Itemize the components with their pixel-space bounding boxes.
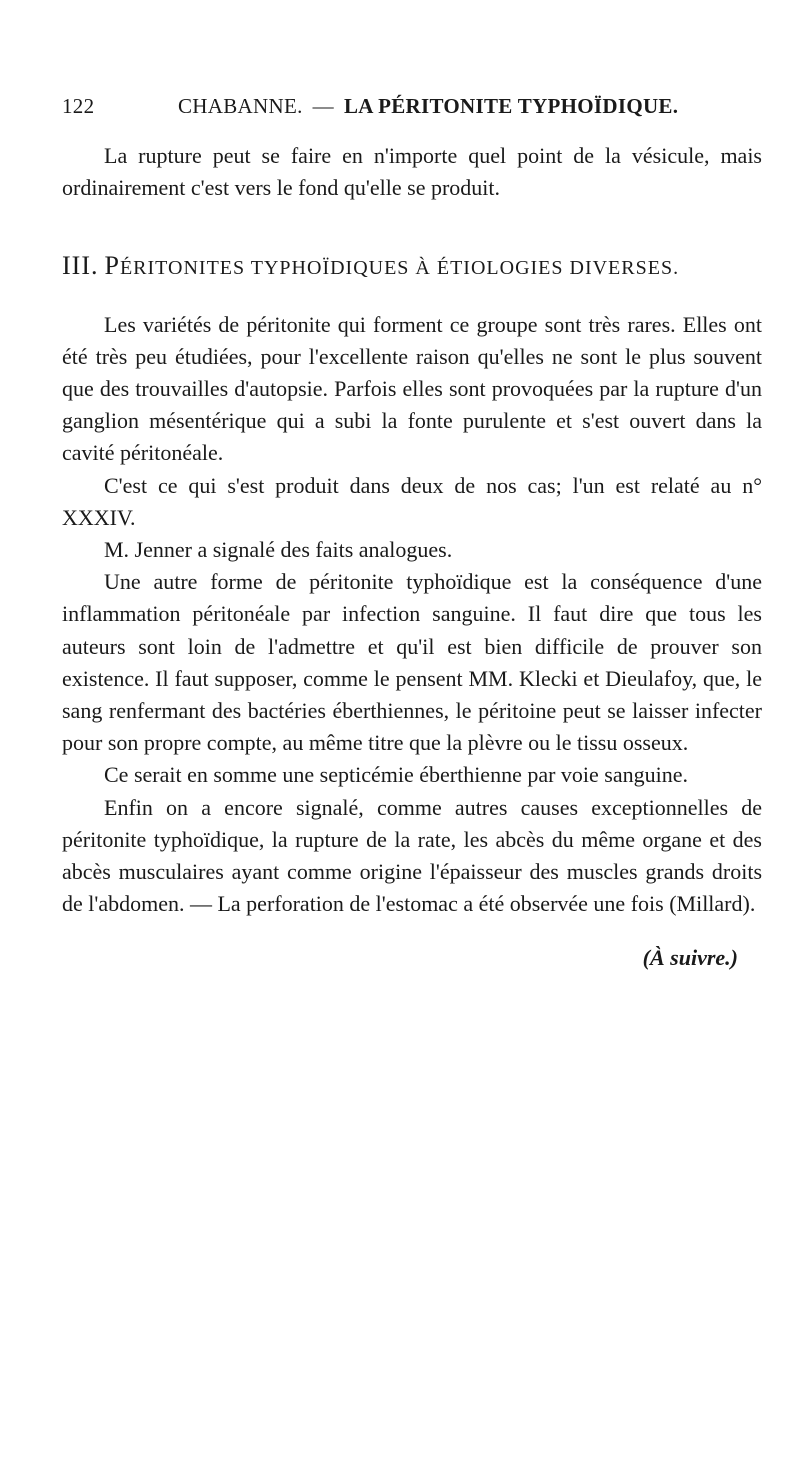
- paragraph-5: Ce serait en somme une septicémie éberthienne par voie sanguine.: [104, 762, 689, 788]
- running-header: [62, 94, 774, 124]
- section-title: ÉRITONITES TYPHOÏDIQUES À ÉTIOLOGIES DIVERSES.: [119, 257, 680, 280]
- paragraph-0: La rupture peut se faire en n'importe quel point de la vésicule, mais ordinairement c'est vers le fond qu'elle se produit.: [62, 143, 762, 201]
- section-first-letter: P: [104, 251, 120, 281]
- header-dash: —: [312, 94, 334, 118]
- section-heading: [62, 250, 762, 284]
- page-number: 122: [62, 94, 95, 118]
- paragraph-6: Enfin on a encore signalé, comme autres causes exceptionnelles de péritonite typhoïdique, la rupture de la rate, les abcès du même organe et des abcès musculaires ayant comme origine l'épaisseur des muscles grands droits de l'abdomen. — La perforation de l'estomac a été observée une fois (Millard).: [62, 794, 762, 917]
- paragraph-1: Les variétés de péritonite qui forment ce groupe sont très rares. Elles ont été très peu étudiées, pour l'excellente raison qu'elles ne sont le plus souvent que des trouvailles d'autopsie. Parfois elles sont provoquées par la rupture d'un ganglion mésentérique qui a subi la fonte purulente et s'est ouvert dans la cavité péritonéale.: [62, 311, 762, 466]
- header-title: [178, 94, 678, 119]
- header-chapter-title: LA PÉRITONITE TYPHOÏDIQUE.: [343, 94, 679, 118]
- body-text: [62, 140, 762, 975]
- header-author: CHABANNE.: [178, 94, 303, 118]
- to-be-continued: (À suivre.): [642, 945, 738, 971]
- section-number: III.: [62, 251, 99, 281]
- paragraph-2: C'est ce qui s'est produit dans deux de nos cas; l'un est relaté au n° XXXIV.: [62, 472, 762, 530]
- paragraph-3: M. Jenner a signalé des faits analogues.: [104, 537, 453, 563]
- paragraph-4: Une autre forme de péritonite typhoïdique est la conséquence d'une inflammation péritonéale par infection sanguine. Il faut dire que tous les auteurs sont loin de l'admettre et qu'il est bien difficile de prouver son existence. Il faut supposer, comme le pensent MM. Klecki et Dieulafoy, que, le sang renfermant des bactéries éberthiennes, le péritoine peut se laisser infecter pour son propre compte, au même titre que la plèvre ou le tissu osseux.: [62, 569, 762, 756]
